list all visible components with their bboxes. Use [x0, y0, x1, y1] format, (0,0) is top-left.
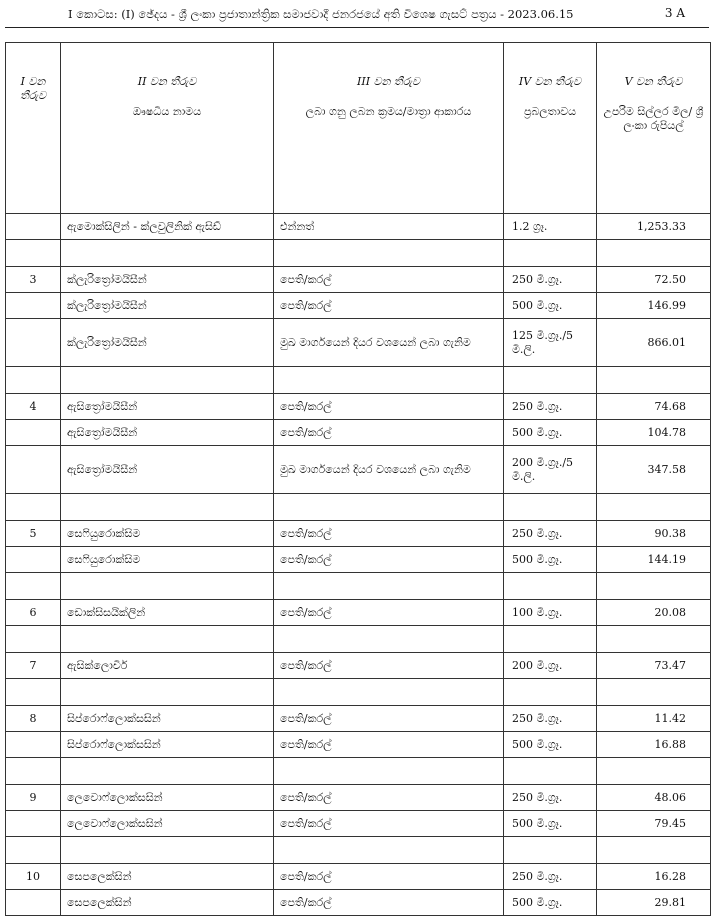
- strength-cell: 100 මි.ග්‍රෑ.: [504, 600, 597, 626]
- table-row: [6, 653, 711, 679]
- row-number-cell: [6, 319, 61, 367]
- strength-cell: [504, 367, 597, 394]
- strength-cell: [504, 626, 597, 653]
- max-retail-price-cell: 11.42: [597, 706, 711, 732]
- medicine-name-cell: ක්ලැරිත්‍රෝමයිසීන්: [61, 319, 274, 367]
- row-number-cell: [6, 890, 61, 916]
- spacer-row: [6, 626, 711, 653]
- max-retail-price-cell: [597, 494, 711, 521]
- medicine-name-cell: සෙෆියුරොක්සිම: [61, 547, 274, 573]
- dosage-form-cell: [274, 626, 504, 653]
- medicine-price-table: [5, 42, 711, 916]
- medicine-name-cell: සෙෆියුරොක්සිම: [61, 521, 274, 547]
- medicine-name-cell: ක්ලැරිත්‍රෝමයිසීන්: [61, 267, 274, 293]
- row-number-cell: 3: [6, 267, 61, 293]
- page-number: 3 A: [664, 6, 685, 20]
- strength-cell: 200 මි.ග්‍රෑ.: [504, 653, 597, 679]
- table-row: [6, 394, 711, 420]
- strength-cell: 500 මි.ග්‍රෑ.: [504, 547, 597, 573]
- medicine-name-cell: [61, 626, 274, 653]
- max-retail-price-cell: 146.99: [597, 293, 711, 319]
- column-title: V වන තීරුව: [624, 75, 683, 88]
- spacer-row: [6, 758, 711, 785]
- table-row: [6, 547, 711, 573]
- strength-cell: 1.2 ග්‍රෑ.: [504, 214, 597, 240]
- row-number-cell: 5: [6, 521, 61, 547]
- dosage-form-cell: [274, 367, 504, 394]
- max-retail-price-cell: [597, 240, 711, 267]
- medicine-name-cell: [61, 573, 274, 600]
- max-retail-price-cell: 866.01: [597, 319, 711, 367]
- row-number-cell: [6, 214, 61, 240]
- medicine-name-cell: ඇමොක්සිලින් - ක්ලවුලිනික් ඇසිඩ්: [61, 214, 274, 240]
- medicine-name-cell: සෙපලෙක්සින්: [61, 890, 274, 916]
- max-retail-price-cell: 16.28: [597, 864, 711, 890]
- max-retail-price-cell: 1,253.33: [597, 214, 711, 240]
- dosage-form-cell: පෙති/කරල්: [274, 706, 504, 732]
- page-header: [68, 4, 685, 26]
- medicine-name-cell: ක්ලැරිත්‍රෝමයිසීන්: [61, 293, 274, 319]
- column-title: I වන තීරුව: [19, 75, 47, 102]
- strength-cell: 500 මි.ග්‍රෑ.: [504, 890, 597, 916]
- row-number-cell: [6, 240, 61, 267]
- strength-cell: 500 මි.ග්‍රෑ.: [504, 732, 597, 758]
- dosage-form-cell: පෙති/කරල්: [274, 267, 504, 293]
- medicine-name-cell: ලෙවොෆ්ලොක්සසින්: [61, 811, 274, 837]
- row-number-cell: 7: [6, 653, 61, 679]
- row-number-cell: [6, 293, 61, 319]
- column-title: II වන තීරුව: [137, 75, 197, 88]
- column-header-5: [597, 43, 711, 214]
- table-row: [6, 521, 711, 547]
- strength-cell: 500 මි.ග්‍රෑ.: [504, 420, 597, 446]
- row-number-cell: [6, 367, 61, 394]
- strength-cell: 250 මි.ග්‍රෑ.: [504, 706, 597, 732]
- row-number-cell: [6, 573, 61, 600]
- strength-cell: 500 මි.ග්‍රෑ.: [504, 811, 597, 837]
- row-number-cell: 4: [6, 394, 61, 420]
- max-retail-price-cell: [597, 367, 711, 394]
- spacer-row: [6, 679, 711, 706]
- dosage-form-cell: පෙති/කරල්: [274, 732, 504, 758]
- max-retail-price-cell: 16.88: [597, 732, 711, 758]
- medicine-name-cell: [61, 240, 274, 267]
- dosage-form-cell: [274, 679, 504, 706]
- table-row: [6, 600, 711, 626]
- medicine-name-cell: සෙපලෙක්සින්: [61, 864, 274, 890]
- max-retail-price-cell: [597, 679, 711, 706]
- row-number-cell: [6, 732, 61, 758]
- strength-cell: 250 මි.ග්‍රෑ.: [504, 785, 597, 811]
- dosage-form-cell: [274, 494, 504, 521]
- column-header-4: [504, 43, 597, 214]
- strength-cell: [504, 837, 597, 864]
- strength-cell: 500 මි.ග්‍රෑ.: [504, 293, 597, 319]
- table-row: [6, 785, 711, 811]
- max-retail-price-cell: 29.81: [597, 890, 711, 916]
- max-retail-price-cell: [597, 573, 711, 600]
- dosage-form-cell: පෙති/කරල්: [274, 293, 504, 319]
- dosage-form-cell: [274, 837, 504, 864]
- dosage-form-cell: පෙති/කරල්: [274, 653, 504, 679]
- medicine-name-cell: [61, 679, 274, 706]
- medicine-name-cell: ඩොක්සිසයික්ලින්: [61, 600, 274, 626]
- table-row: [6, 319, 711, 367]
- medicine-name-cell: සිප්රොෆ්ලොක්සසින්: [61, 732, 274, 758]
- column-header-1: [6, 43, 61, 214]
- medicine-name-cell: [61, 837, 274, 864]
- strength-cell: 250 මි.ග්‍රෑ.: [504, 394, 597, 420]
- table-row: [6, 214, 711, 240]
- max-retail-price-cell: 73.47: [597, 653, 711, 679]
- max-retail-price-cell: 74.68: [597, 394, 711, 420]
- table-body: [6, 214, 711, 916]
- strength-cell: [504, 494, 597, 521]
- spacer-row: [6, 367, 711, 394]
- medicine-name-cell: ලෙවොෆ්ලොක්සසින්: [61, 785, 274, 811]
- row-number-cell: 10: [6, 864, 61, 890]
- medicine-name-cell: ඇසිත්‍රෝමයිසීන්: [61, 394, 274, 420]
- column-title: III වන තීරුව: [357, 75, 420, 88]
- row-number-cell: [6, 811, 61, 837]
- medicine-name-cell: ඇසික්ලොවිර්: [61, 653, 274, 679]
- dosage-form-cell: මුඛ මාර්ගයෙන් දියර වශයෙන් ලබා ගැනිම: [274, 319, 504, 367]
- column-subtitle: ලබා ගනු ලබන ක්‍රමය/මාත්‍රා ආකාරය: [305, 105, 472, 118]
- strength-cell: 250 මි.ග්‍රෑ.: [504, 521, 597, 547]
- row-number-cell: 8: [6, 706, 61, 732]
- dosage-form-cell: පෙති/කරල්: [274, 521, 504, 547]
- max-retail-price-cell: 72.50: [597, 267, 711, 293]
- dosage-form-cell: එන්නත්: [274, 214, 504, 240]
- row-number-cell: 6: [6, 600, 61, 626]
- table-row: [6, 890, 711, 916]
- strength-cell: 200 මි.ග්‍රෑ./5 මි.ලි.: [504, 446, 597, 494]
- medicine-name-cell: [61, 494, 274, 521]
- dosage-form-cell: [274, 758, 504, 785]
- row-number-cell: [6, 626, 61, 653]
- strength-cell: [504, 573, 597, 600]
- column-title: IV වන තීරුව: [518, 75, 582, 88]
- table-row: [6, 267, 711, 293]
- dosage-form-cell: පෙති/කරල්: [274, 547, 504, 573]
- table-row: [6, 293, 711, 319]
- dosage-form-cell: පෙති/කරල්: [274, 420, 504, 446]
- header-divider: [5, 27, 709, 28]
- strength-cell: 250 මි.ග්‍රෑ.: [504, 864, 597, 890]
- max-retail-price-cell: 20.08: [597, 600, 711, 626]
- dosage-form-cell: පෙති/කරල්: [274, 890, 504, 916]
- max-retail-price-cell: 144.19: [597, 547, 711, 573]
- strength-cell: 250 මි.ග්‍රෑ.: [504, 267, 597, 293]
- dosage-form-cell: [274, 573, 504, 600]
- dosage-form-cell: [274, 240, 504, 267]
- table-row: [6, 811, 711, 837]
- dosage-form-cell: මුඛ මාර්ගයෙන් දියර වශයෙන් ලබා ගැනිම: [274, 446, 504, 494]
- row-number-cell: [6, 837, 61, 864]
- strength-cell: 125 මි.ග්‍රෑ./5 මි.ලි.: [504, 319, 597, 367]
- spacer-row: [6, 494, 711, 521]
- row-number-cell: [6, 446, 61, 494]
- table-row: [6, 420, 711, 446]
- max-retail-price-cell: [597, 837, 711, 864]
- max-retail-price-cell: 48.06: [597, 785, 711, 811]
- max-retail-price-cell: 79.45: [597, 811, 711, 837]
- row-number-cell: [6, 494, 61, 521]
- table-row: [6, 446, 711, 494]
- row-number-cell: 9: [6, 785, 61, 811]
- medicine-name-cell: සිප්රොෆ්ලොක්සසින්: [61, 706, 274, 732]
- spacer-row: [6, 837, 711, 864]
- table-row: [6, 732, 711, 758]
- table-row: [6, 706, 711, 732]
- table-header-row: [6, 43, 711, 214]
- column-subtitle: ප්‍රබලතාවය: [523, 105, 577, 118]
- row-number-cell: [6, 679, 61, 706]
- strength-cell: [504, 240, 597, 267]
- strength-cell: [504, 679, 597, 706]
- medicine-name-cell: [61, 758, 274, 785]
- dosage-form-cell: පෙති/කරල්: [274, 394, 504, 420]
- column-header-3: [274, 43, 504, 214]
- medicine-name-cell: [61, 367, 274, 394]
- row-number-cell: [6, 547, 61, 573]
- max-retail-price-cell: [597, 626, 711, 653]
- column-header-2: [61, 43, 274, 214]
- table-row: [6, 864, 711, 890]
- medicine-name-cell: ඇසිත්‍රෝමයිසීන්: [61, 446, 274, 494]
- column-subtitle: ඖෂධීය නාමය: [132, 105, 202, 118]
- row-number-cell: [6, 758, 61, 785]
- gazette-title: I කොටස: (I) ඡේදය - ශ්‍රී ලංකා ප්‍රජාතාන්ත්‍රික සමාජවාදී ජනරජයේ අති විශෙෂ ගැසට් පත්‍රය - 2023.06.15: [68, 7, 574, 21]
- max-retail-price-cell: 347.58: [597, 446, 711, 494]
- row-number-cell: [6, 420, 61, 446]
- dosage-form-cell: පෙති/කරල්: [274, 785, 504, 811]
- spacer-row: [6, 240, 711, 267]
- dosage-form-cell: පෙති/කරල්: [274, 600, 504, 626]
- medicine-name-cell: ඇසිත්‍රෝමයිසීන්: [61, 420, 274, 446]
- strength-cell: [504, 758, 597, 785]
- spacer-row: [6, 573, 711, 600]
- dosage-form-cell: පෙති/කරල්: [274, 811, 504, 837]
- max-retail-price-cell: [597, 758, 711, 785]
- max-retail-price-cell: 104.78: [597, 420, 711, 446]
- column-subtitle: උපරිම සිල්ලර මිල/ ශ්‍රී ලංකා රුපියල්: [603, 105, 704, 132]
- dosage-form-cell: පෙති/කරල්: [274, 864, 504, 890]
- max-retail-price-cell: 90.38: [597, 521, 711, 547]
